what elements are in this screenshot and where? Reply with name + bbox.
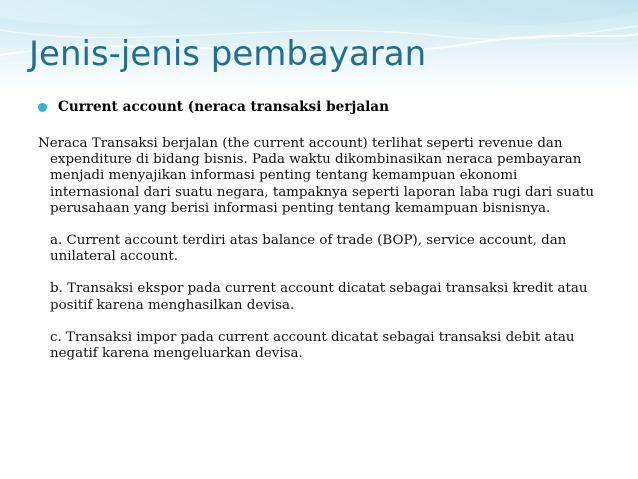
circle-bullet-icon	[38, 103, 47, 112]
body-text	[38, 136, 608, 362]
bullet-item	[38, 99, 389, 115]
point-a: a. Current account terdiri atas balance of trade (BOP), service account, dan unilateral account.	[50, 233, 567, 265]
intro-paragraph: Neraca Transaksi berjalan (the current account) terlihat seperti revenue dan expenditure di bidang bisnis. Pada waktu dikombinasikan neraca pembayaran menjadi menyajikan informasi penting tentang kemampuan ekonomi internasional dari suatu negara, tampaknya seperti laporan laba rugi dari suatu perusahaan yang berisi informasi penting tentang kemampuan bisnisnya.	[38, 136, 594, 216]
point-b: b. Transaksi ekspor pada current account dicatat sebagai transaksi kredit atau positif karena menghasilkan devisa.	[50, 281, 588, 313]
slide-title: Jenis-jenis pembayaran	[29, 34, 427, 74]
point-c: c. Transaksi impor pada current account dicatat sebagai transaksi debit atau negatif karena mengeluarkan devisa.	[50, 329, 575, 362]
bullet-text: Current account (neraca transaksi berjalan	[58, 99, 389, 115]
